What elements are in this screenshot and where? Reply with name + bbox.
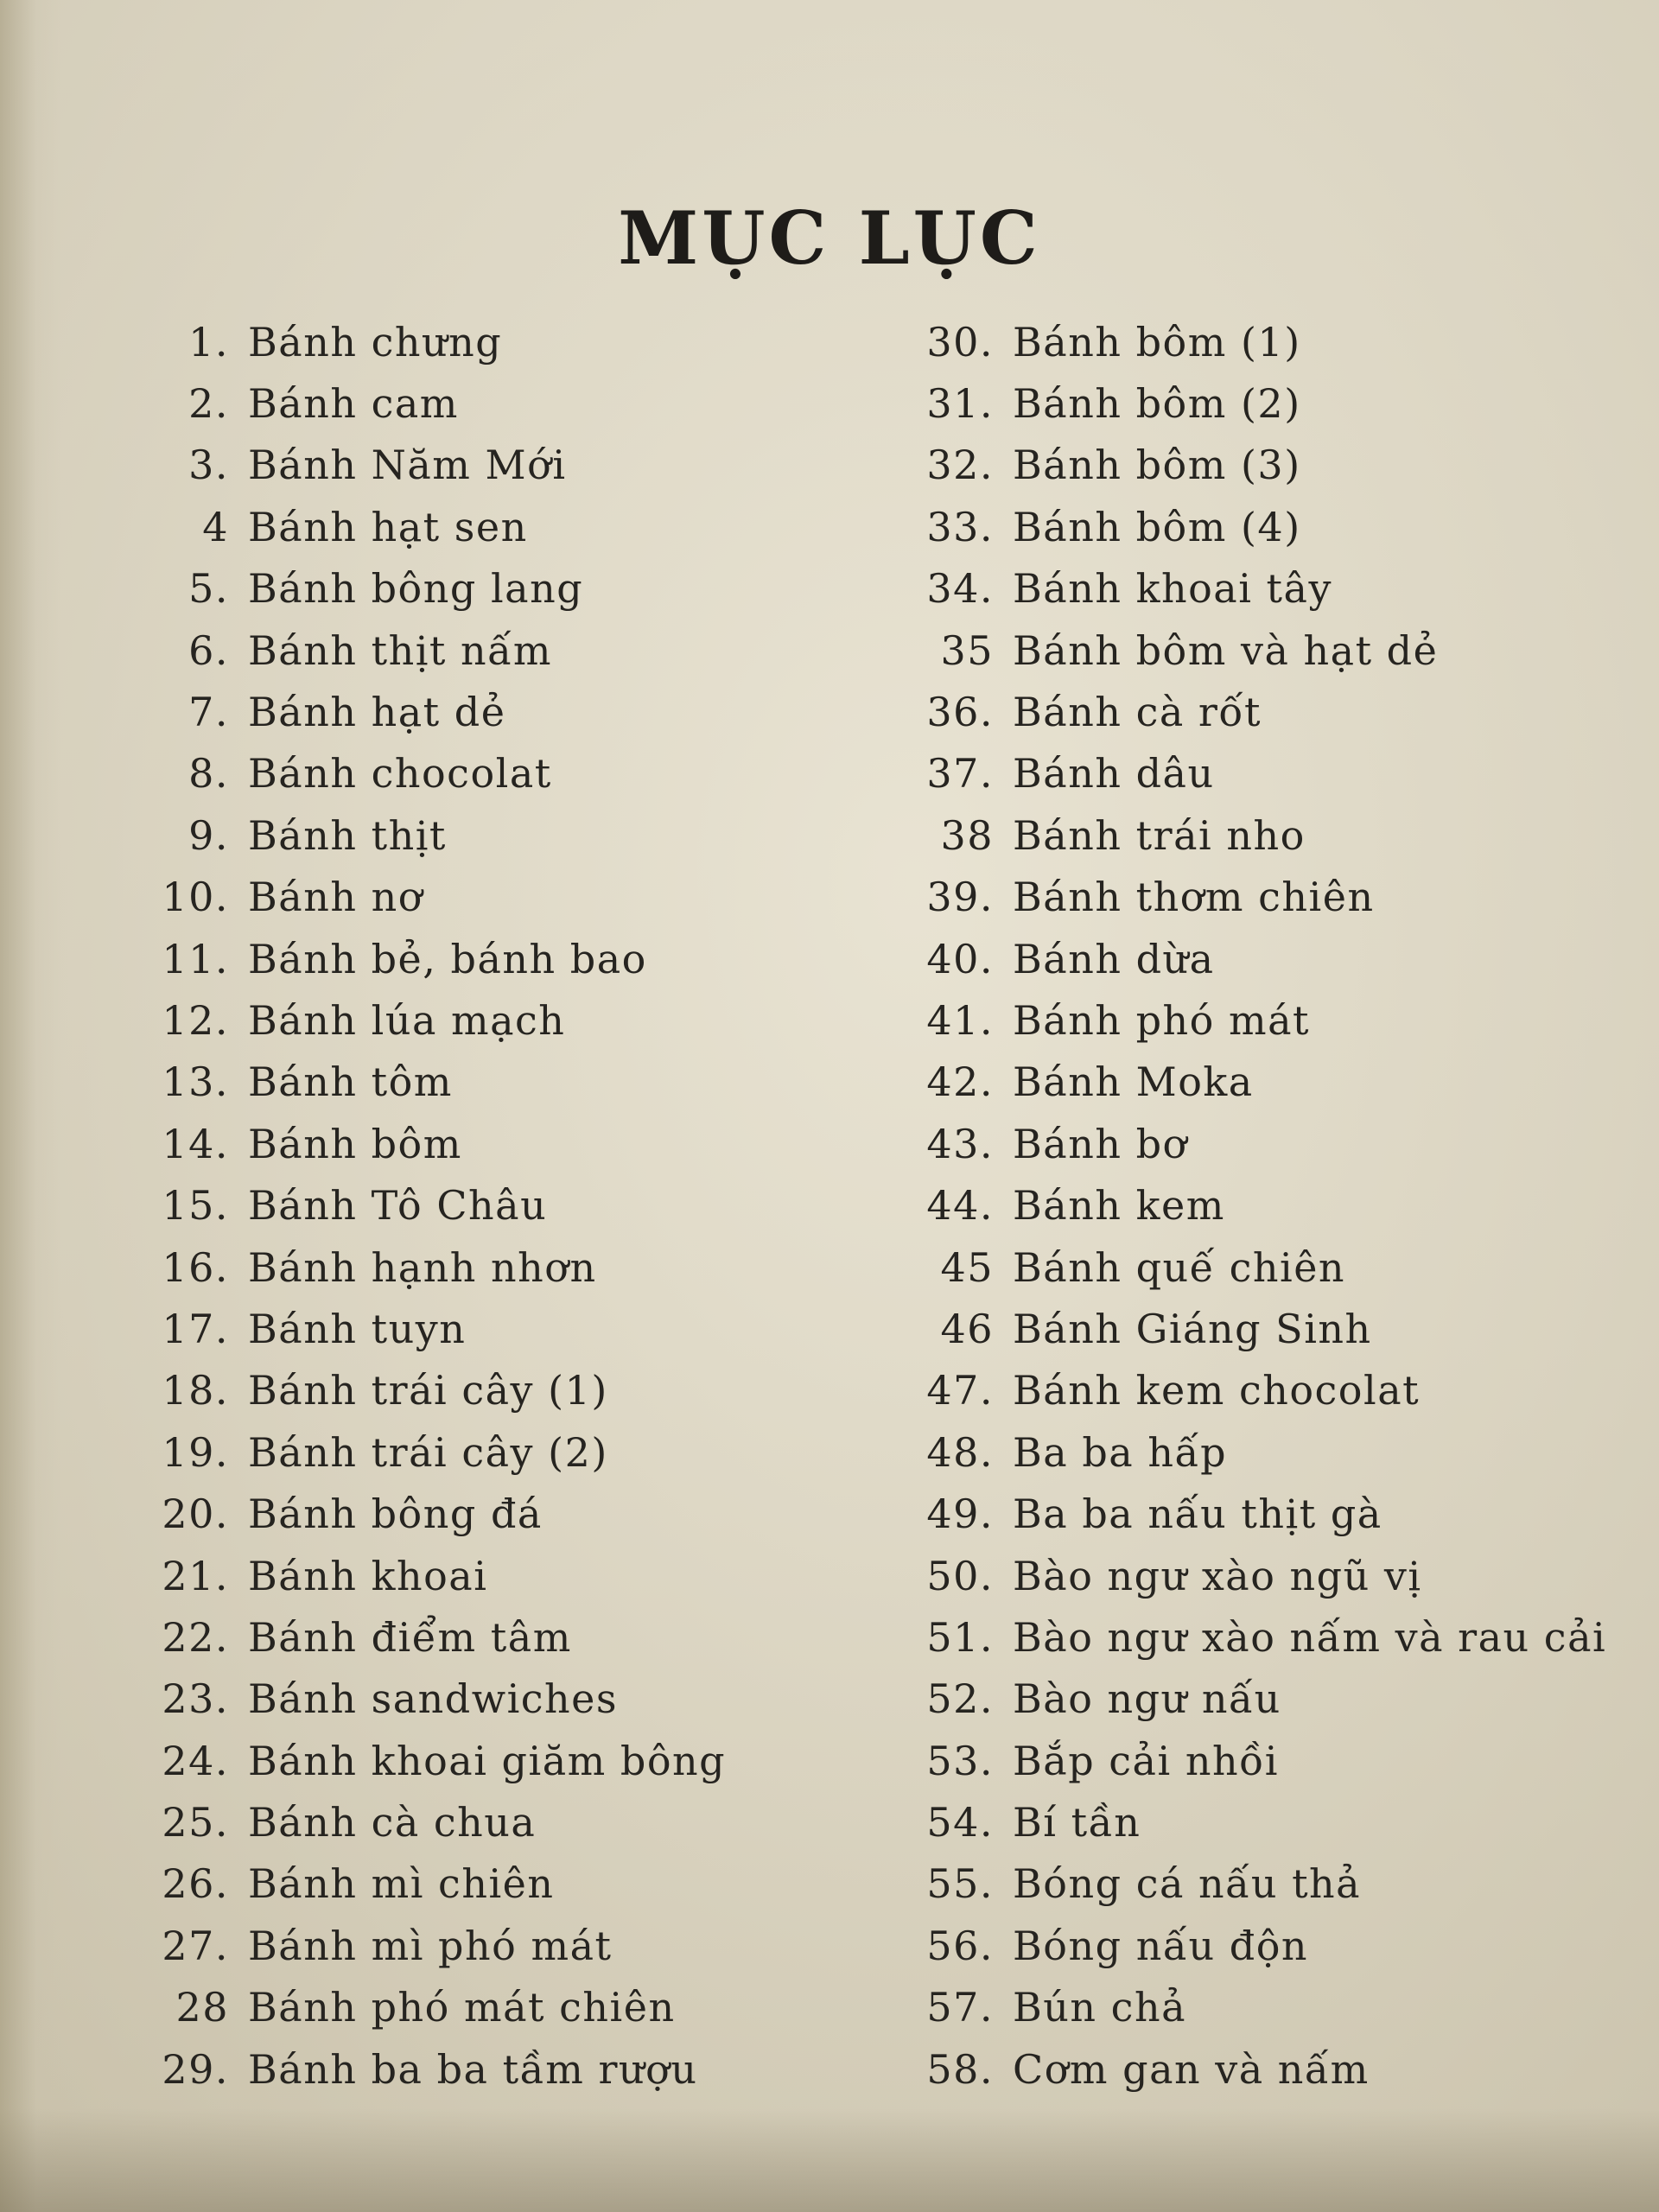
toc-entry-number: 51. bbox=[926, 1613, 994, 1661]
toc-entry bbox=[899, 804, 1606, 866]
toc-entry bbox=[147, 928, 726, 989]
toc-entry-label: Bánh dừa bbox=[1013, 935, 1215, 982]
toc-entry-number: 53. bbox=[926, 1737, 994, 1784]
toc-entry-number: 42. bbox=[926, 1058, 994, 1106]
toc-entry-number: 10. bbox=[162, 874, 229, 921]
toc-entry-label: Bóng nấu độn bbox=[1013, 1922, 1309, 1969]
page-title: MỤC LỤC bbox=[618, 195, 1041, 282]
toc-entry bbox=[899, 867, 1606, 928]
toc-entry-label: Ba ba hấp bbox=[1013, 1428, 1228, 1476]
toc-entry bbox=[899, 496, 1606, 557]
toc-entry-number: 4 bbox=[202, 503, 229, 550]
toc-entry-number: 47. bbox=[926, 1367, 994, 1414]
toc-column-right bbox=[899, 311, 1606, 2100]
toc-entry-number: 20. bbox=[162, 1491, 229, 1538]
toc-entry-label: Bánh Năm Mới bbox=[248, 442, 567, 489]
toc-entry bbox=[147, 435, 726, 496]
toc-entry bbox=[899, 1421, 1606, 1483]
toc-entry-number: 16. bbox=[162, 1243, 229, 1291]
toc-entry bbox=[147, 989, 726, 1051]
toc-entry bbox=[899, 1977, 1606, 2038]
toc-entry bbox=[147, 2038, 726, 2100]
toc-entry bbox=[147, 1853, 726, 1915]
toc-entry-number: 39. bbox=[926, 874, 994, 921]
toc-entry-label: Bánh bôm bbox=[248, 1120, 462, 1167]
toc-entry-label: Bánh quế chiên bbox=[1013, 1243, 1346, 1291]
toc-entry-label: Bánh thịt nấm bbox=[248, 626, 552, 674]
toc-entry bbox=[147, 311, 726, 372]
toc-entry-number: 32. bbox=[926, 442, 994, 489]
toc-entry bbox=[899, 1174, 1606, 1236]
toc-entry-label: Bánh hạnh nhơn bbox=[248, 1243, 597, 1291]
toc-entry bbox=[147, 496, 726, 557]
toc-entry-label: Bánh khoai tây bbox=[1013, 565, 1332, 613]
toc-entry bbox=[899, 989, 1606, 1051]
toc-entry bbox=[147, 804, 726, 866]
toc-entry bbox=[899, 1730, 1606, 1791]
toc-entry-label: Bánh bông lang bbox=[248, 565, 584, 613]
toc-entry-number: 17. bbox=[162, 1305, 229, 1352]
toc-entry-number: 7. bbox=[188, 689, 229, 736]
toc-entry-label: Bánh trái cây (1) bbox=[248, 1367, 608, 1414]
toc-entry bbox=[899, 1052, 1606, 1113]
toc-entry bbox=[147, 1545, 726, 1606]
toc-entry-label: Bánh bôm và hạt dẻ bbox=[1013, 626, 1439, 674]
toc-entry-label: Ba ba nấu thịt gà bbox=[1013, 1491, 1382, 1538]
toc-entry-label: Cơm gan và nấm bbox=[1013, 2045, 1370, 2093]
toc-entry-label: Bánh lúa mạch bbox=[248, 996, 566, 1044]
toc-entry bbox=[147, 1236, 726, 1298]
toc-entry-label: Bánh điểm tâm bbox=[248, 1613, 572, 1661]
toc-entry-label: Bánh chocolat bbox=[248, 750, 552, 798]
toc-entry bbox=[147, 372, 726, 434]
toc-entry-label: Bào ngư xào ngũ vị bbox=[1013, 1552, 1422, 1599]
toc-entry-label: Bánh phó mát chiên bbox=[248, 1984, 676, 2031]
toc-entry-number: 33. bbox=[926, 503, 994, 550]
toc-entry-number: 44. bbox=[926, 1182, 994, 1230]
toc-entry bbox=[899, 743, 1606, 804]
toc-entry-label: Bánh khoai giăm bông bbox=[248, 1737, 727, 1784]
toc-entry-label: Bánh Moka bbox=[1013, 1058, 1254, 1106]
toc-entry-label: Bánh cà rốt bbox=[1013, 689, 1262, 736]
toc-entry-label: Bí tần bbox=[1013, 1799, 1141, 1847]
toc-entry-number: 19. bbox=[162, 1428, 229, 1476]
toc-entry-number: 40. bbox=[926, 935, 994, 982]
toc-entry-label: Bánh chưng bbox=[248, 318, 503, 365]
toc-entry bbox=[147, 1052, 726, 1113]
toc-entry-label: Bánh thơm chiên bbox=[1013, 874, 1375, 921]
toc-entry bbox=[899, 372, 1606, 434]
toc-entry bbox=[899, 1853, 1606, 1915]
toc-entry-number: 35 bbox=[940, 626, 994, 674]
toc-entry-label: Bóng cá nấu thả bbox=[1013, 1860, 1362, 1908]
toc-entry-label: Bánh phó mát bbox=[1013, 996, 1311, 1044]
toc-entry-number: 41. bbox=[926, 996, 994, 1044]
toc-entry bbox=[899, 1545, 1606, 1606]
toc-entry-label: Bánh bôm (1) bbox=[1013, 318, 1301, 365]
toc-entry bbox=[899, 435, 1606, 496]
toc-entry-number: 52. bbox=[926, 1675, 994, 1723]
toc-entry-label: Bánh cam bbox=[248, 380, 459, 428]
toc-entry bbox=[147, 1360, 726, 1421]
toc-entry-label: Bánh thịt bbox=[248, 811, 447, 859]
toc-entry-label: Bánh bông đá bbox=[248, 1491, 543, 1538]
toc-entry-number: 49. bbox=[926, 1491, 994, 1538]
toc-entry bbox=[899, 1606, 1606, 1668]
toc-entry-label: Bánh nơ bbox=[248, 874, 423, 921]
toc-entry-label: Bánh ba ba tầm rượu bbox=[248, 2045, 698, 2093]
toc-entry bbox=[899, 1915, 1606, 1976]
toc-entry-number: 1. bbox=[188, 318, 229, 365]
toc-entry-number: 58. bbox=[926, 2045, 994, 2093]
toc-entry-label: Bánh bôm (4) bbox=[1013, 503, 1301, 550]
toc-entry-number: 8. bbox=[188, 750, 229, 798]
toc-entry bbox=[147, 1915, 726, 1976]
toc-entry bbox=[899, 1113, 1606, 1174]
toc-entry-label: Bánh cà chua bbox=[248, 1799, 537, 1847]
toc-entry-label: Bánh bơ bbox=[1013, 1120, 1188, 1167]
toc-entry-number: 56. bbox=[926, 1922, 994, 1969]
toc-entry-label: Bánh trái nho bbox=[1013, 811, 1306, 859]
toc-entry-label: Bánh hạt dẻ bbox=[248, 689, 506, 736]
toc-entry-number: 26. bbox=[162, 1860, 229, 1908]
toc-entry bbox=[899, 1360, 1606, 1421]
toc-entry-number: 27. bbox=[162, 1922, 229, 1969]
toc-entry-label: Bánh trái cây (2) bbox=[248, 1428, 608, 1476]
toc-entry bbox=[147, 681, 726, 742]
toc-entry bbox=[899, 681, 1606, 742]
toc-column-left bbox=[147, 311, 726, 2100]
toc-entry bbox=[899, 928, 1606, 989]
toc-entry-number: 29. bbox=[162, 2045, 229, 2093]
toc-entry-number: 22. bbox=[162, 1613, 229, 1661]
toc-entry-number: 31. bbox=[926, 380, 994, 428]
toc-entry-label: Bánh Tô Châu bbox=[248, 1182, 548, 1230]
toc-entry-number: 15. bbox=[162, 1182, 229, 1230]
toc-entry bbox=[147, 1174, 726, 1236]
toc-entry-label: Bánh mì chiên bbox=[248, 1860, 555, 1908]
toc-entry bbox=[147, 1483, 726, 1544]
toc-entry-label: Bánh khoai bbox=[248, 1552, 488, 1599]
toc-entry-number: 46 bbox=[940, 1305, 994, 1352]
toc-entry-number: 28 bbox=[175, 1984, 229, 2031]
toc-entry bbox=[899, 1236, 1606, 1298]
toc-entry bbox=[899, 1791, 1606, 1853]
toc-entry-label: Bánh bẻ, bánh bao bbox=[248, 935, 647, 982]
toc-entry bbox=[147, 867, 726, 928]
toc-entry bbox=[899, 1669, 1606, 1730]
toc-entry bbox=[899, 2038, 1606, 2100]
toc-entry-label: Bào ngư xào nấm và rau cải bbox=[1013, 1613, 1607, 1661]
bottom-shadow bbox=[0, 2108, 1659, 2212]
toc-entry bbox=[147, 558, 726, 620]
toc-entry-number: 11. bbox=[162, 935, 229, 982]
toc-entry-number: 48. bbox=[926, 1428, 994, 1476]
toc-entry-label: Bánh sandwiches bbox=[248, 1675, 619, 1723]
toc-entry-label: Bánh Giáng Sinh bbox=[1013, 1305, 1372, 1352]
toc-entry bbox=[147, 1606, 726, 1668]
toc-entry-number: 55. bbox=[926, 1860, 994, 1908]
toc-entry-number: 23. bbox=[162, 1675, 229, 1723]
toc-entry bbox=[147, 1669, 726, 1730]
toc-entry-number: 13. bbox=[162, 1058, 229, 1106]
toc-entry-label: Bánh tuyn bbox=[248, 1305, 467, 1352]
toc-entry-number: 25. bbox=[162, 1799, 229, 1847]
toc-entry-number: 5. bbox=[188, 565, 229, 613]
toc-entry-number: 3. bbox=[188, 442, 229, 489]
toc-entry-number: 2. bbox=[188, 380, 229, 428]
toc-entry-number: 45 bbox=[940, 1243, 994, 1291]
toc-entry bbox=[147, 1977, 726, 2038]
toc-entry-number: 30. bbox=[926, 318, 994, 365]
toc-entry bbox=[899, 1483, 1606, 1544]
toc-entry-number: 18. bbox=[162, 1367, 229, 1414]
page-edge-shadow bbox=[0, 0, 60, 2212]
toc-entry-number: 12. bbox=[162, 996, 229, 1044]
toc-entry bbox=[147, 620, 726, 681]
toc-entry-number: 50. bbox=[926, 1552, 994, 1599]
toc-entry-number: 57. bbox=[926, 1984, 994, 2031]
toc-entry-number: 21. bbox=[162, 1552, 229, 1599]
toc-entry-number: 37. bbox=[926, 750, 994, 798]
toc-entry bbox=[147, 1421, 726, 1483]
toc-entry-number: 34. bbox=[926, 565, 994, 613]
toc-entry-label: Bánh mì phó mát bbox=[248, 1922, 613, 1969]
toc-entry-number: 54. bbox=[926, 1799, 994, 1847]
toc-entry bbox=[899, 311, 1606, 372]
toc-entry-number: 38 bbox=[940, 811, 994, 859]
toc-entry-label: Bánh dâu bbox=[1013, 750, 1215, 798]
toc-entry-number: 9. bbox=[188, 811, 229, 859]
toc-entry-number: 14. bbox=[162, 1120, 229, 1167]
toc-entry bbox=[147, 743, 726, 804]
toc-entry-number: 43. bbox=[926, 1120, 994, 1167]
toc-entry bbox=[147, 1730, 726, 1791]
toc-entry bbox=[899, 558, 1606, 620]
toc-entry-label: Bánh tôm bbox=[248, 1058, 453, 1106]
toc-entry bbox=[147, 1113, 726, 1174]
toc-entry-number: 24. bbox=[162, 1737, 229, 1784]
toc-entry-label: Bánh hạt sen bbox=[248, 503, 528, 550]
toc-entry-label: Bào ngư nấu bbox=[1013, 1675, 1281, 1723]
toc-entry-label: Bánh bôm (2) bbox=[1013, 380, 1301, 428]
toc-entry-number: 6. bbox=[188, 626, 229, 674]
toc-entry bbox=[147, 1791, 726, 1853]
toc-entry-label: Bánh bôm (3) bbox=[1013, 442, 1301, 489]
toc-entry bbox=[147, 1298, 726, 1359]
toc-entry-label: Bánh kem bbox=[1013, 1182, 1225, 1230]
toc-entry-number: 36. bbox=[926, 689, 994, 736]
toc-entry-label: Bánh kem chocolat bbox=[1013, 1367, 1421, 1414]
toc-entry-label: Bắp cải nhồi bbox=[1013, 1737, 1279, 1784]
toc-entry-label: Bún chả bbox=[1013, 1984, 1186, 2031]
toc-entry bbox=[899, 1298, 1606, 1359]
toc-entry bbox=[899, 620, 1606, 681]
